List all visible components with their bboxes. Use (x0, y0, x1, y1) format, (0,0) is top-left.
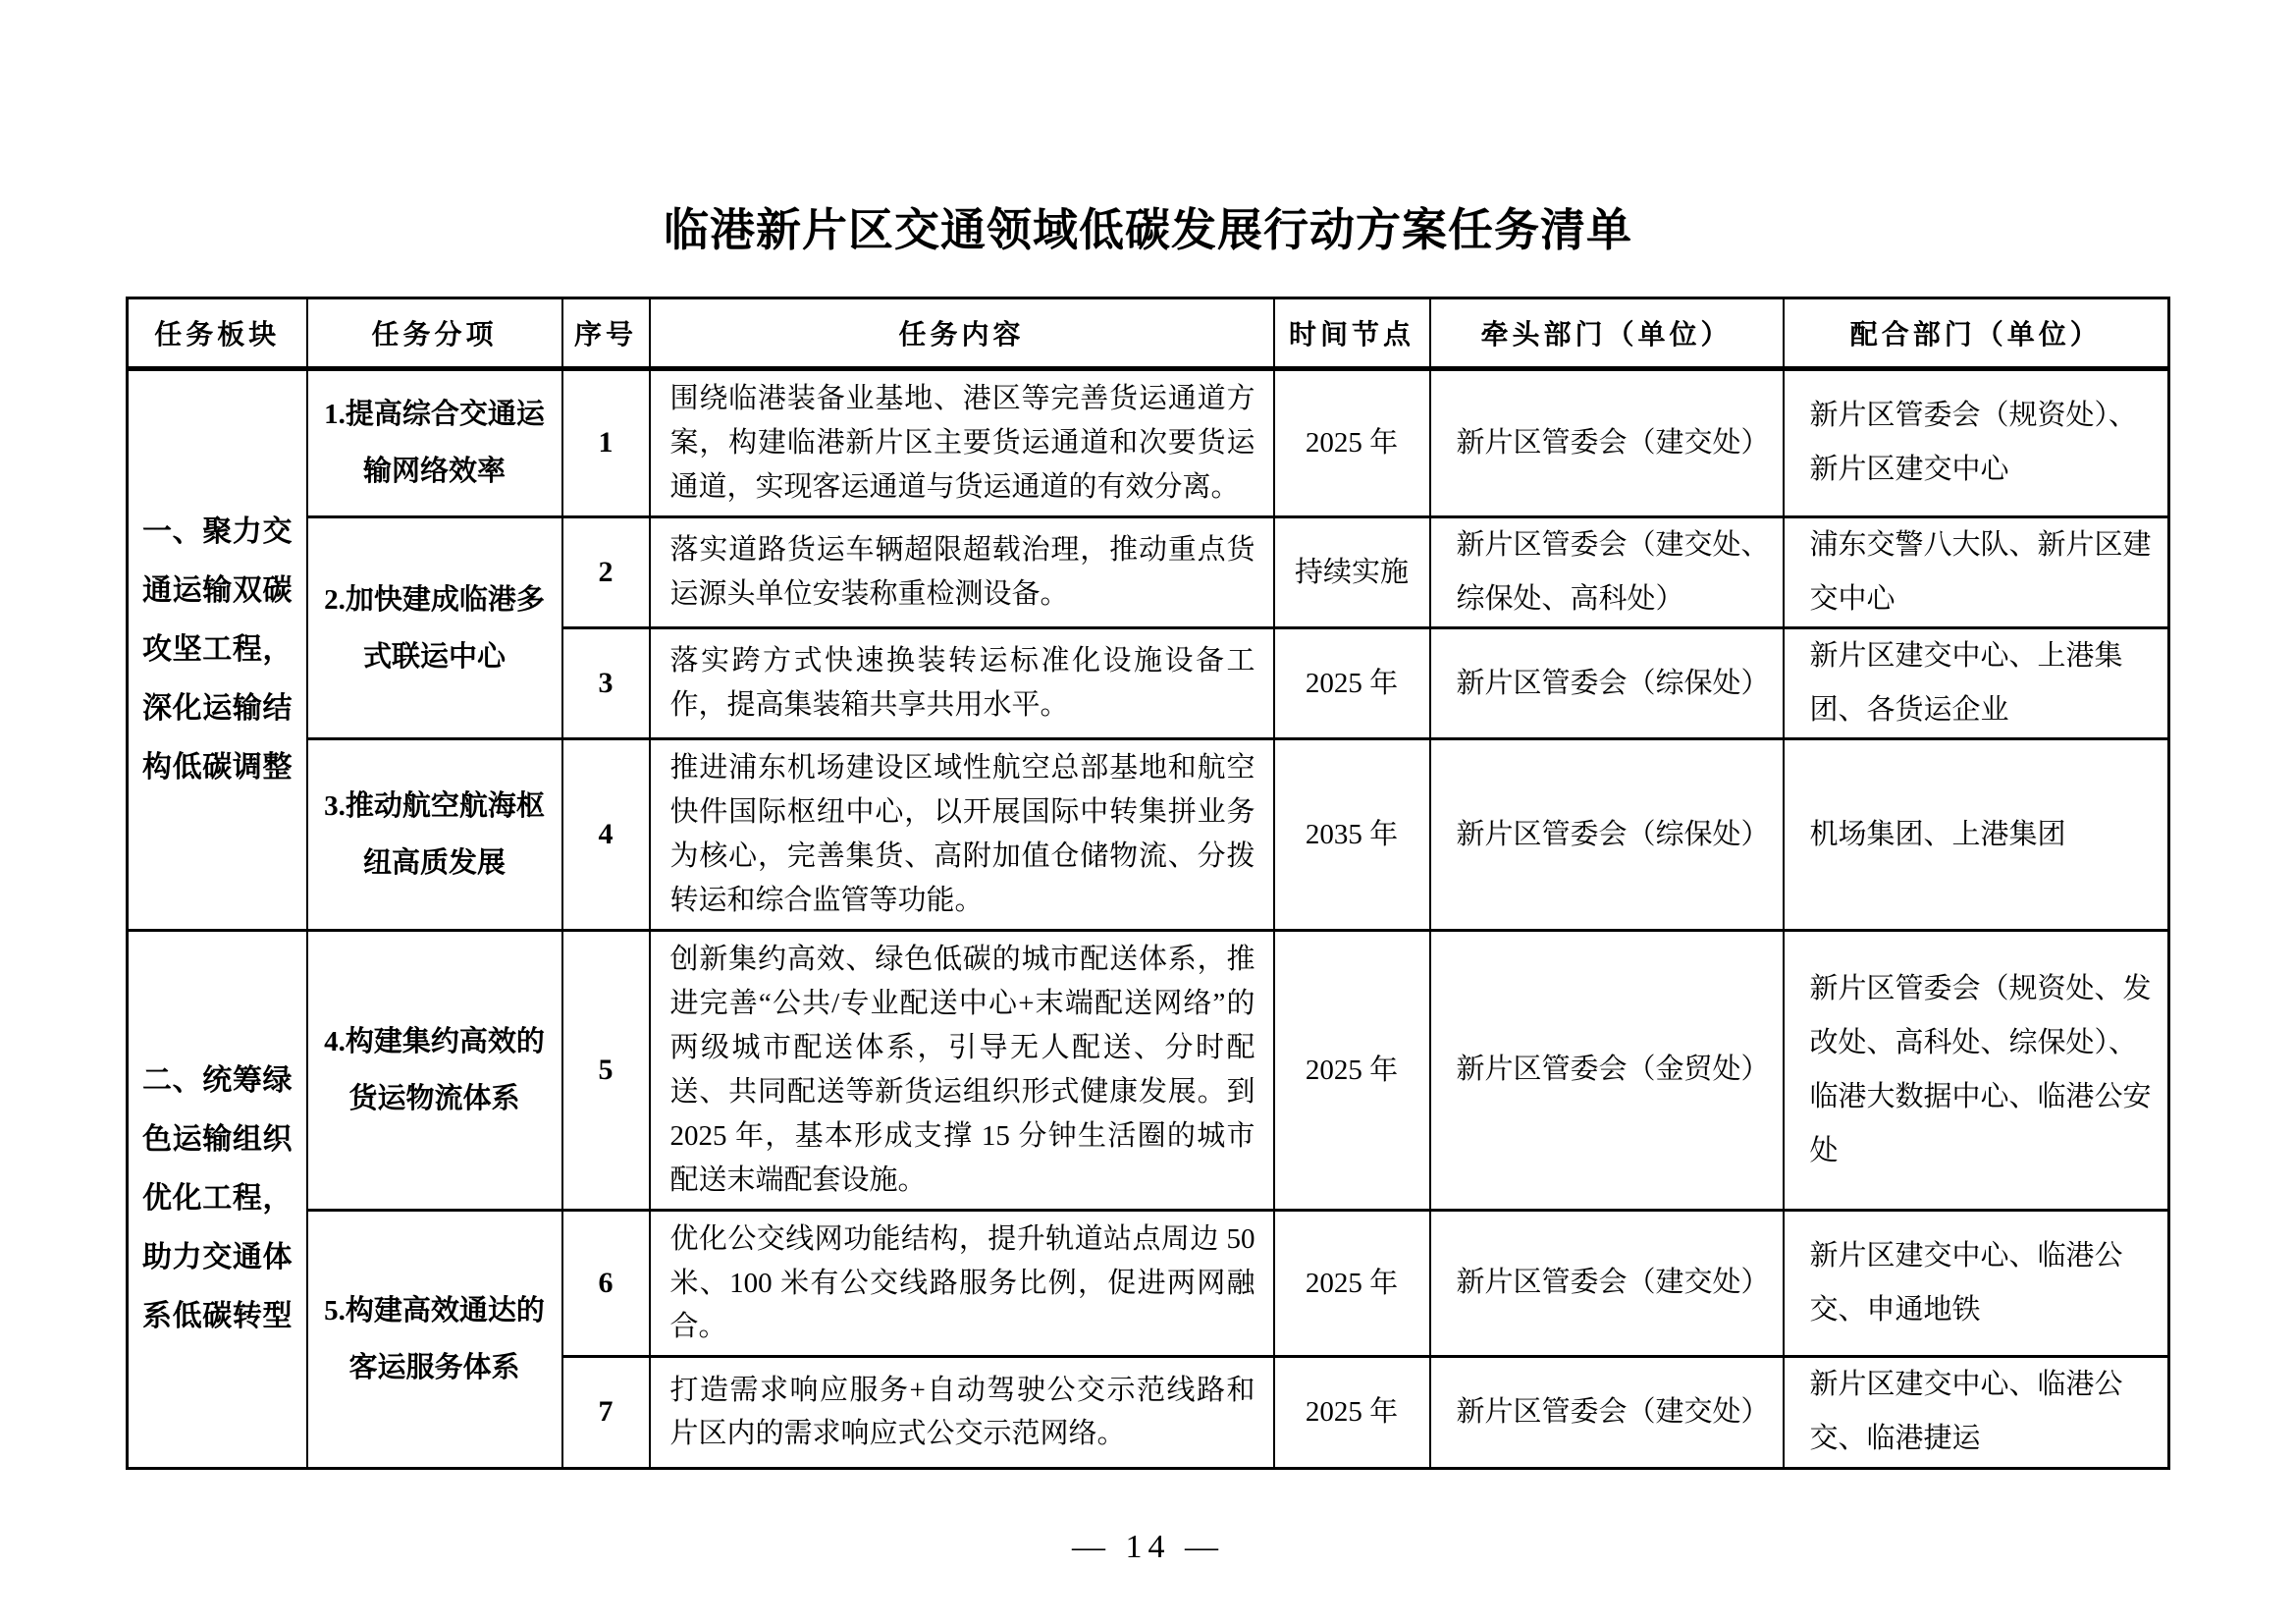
col-header-task-block: 任务板块 (128, 298, 307, 369)
lead-department-cell: 新片区管委会（建交处、综保处、高科处） (1430, 516, 1784, 627)
subitem-1-cell: 1.提高综合交通运输网络效率 (307, 369, 562, 517)
support-department-cell: 机场集团、上港集团 (1784, 739, 2169, 931)
time-node-cell: 2025 年 (1274, 930, 1430, 1210)
time-node-cell: 2025 年 (1274, 1210, 1430, 1357)
lead-department-cell: 新片区管委会（建交处） (1430, 1357, 1784, 1468)
time-node-cell: 持续实施 (1274, 516, 1430, 627)
serial-no-cell: 5 (562, 930, 650, 1210)
support-department-cell: 浦东交警八大队、新片区建交中心 (1784, 516, 2169, 627)
task-content-cell: 打造需求响应服务+自动驾驶公交示范线路和片区内的需求响应式公交示范网络。 (650, 1357, 1274, 1468)
table-header-row (128, 298, 2169, 369)
col-header-support-department: 配合部门（单位） (1784, 298, 2169, 369)
lead-department-cell: 新片区管委会（综保处） (1430, 628, 1784, 739)
serial-no-cell: 6 (562, 1210, 650, 1357)
col-header-lead-department: 牵头部门（单位） (1430, 298, 1784, 369)
serial-no-cell: 1 (562, 369, 650, 517)
page-title: 临港新片区交通领域低碳发展行动方案任务清单 (664, 205, 1632, 255)
task-content-cell: 落实道路货运车辆超限超载治理，推动重点货运源头单位安装称重检测设备。 (650, 516, 1274, 627)
col-header-serial-no: 序号 (562, 298, 650, 369)
task-list-table (126, 297, 2170, 1470)
time-node-cell: 2035 年 (1274, 739, 1430, 931)
table-row-5 (128, 930, 2169, 1210)
serial-no-cell: 7 (562, 1357, 650, 1468)
task-block-1-cell: 一、聚力交通运输双碳攻坚工程，深化运输结构低碳调整 (128, 369, 307, 931)
col-header-task-subitem: 任务分项 (307, 298, 562, 369)
table-row-1 (128, 369, 2169, 517)
page-number: — 14 — (1072, 1528, 1224, 1565)
task-content-cell: 推进浦东机场建设区域性航空总部基地和航空快件国际枢纽中心，以开展国际中转集拼业务为核心，完善集货、高附加值仓储物流、分拨转运和综合监管等功能。 (650, 739, 1274, 931)
col-header-task-content: 任务内容 (650, 298, 1274, 369)
task-content-cell: 围绕临港装备业基地、港区等完善货运通道方案，构建临港新片区主要货运通道和次要货运通道，实现客运通道与货运通道的有效分离。 (650, 369, 1274, 517)
lead-department-cell: 新片区管委会（综保处） (1430, 739, 1784, 931)
support-department-cell: 新片区建交中心、上港集团、各货运企业 (1784, 628, 2169, 739)
lead-department-cell: 新片区管委会（建交处） (1430, 369, 1784, 517)
table-row-6 (128, 1210, 2169, 1357)
serial-no-cell: 3 (562, 628, 650, 739)
serial-no-cell: 4 (562, 739, 650, 931)
subitem-2-cell: 2.加快建成临港多式联运中心 (307, 516, 562, 738)
support-department-cell: 新片区建交中心、临港公交、申通地铁 (1784, 1210, 2169, 1357)
task-content-cell: 创新集约高效、绿色低碳的城市配送体系，推进完善“公共/专业配送中心+末端配送网络”的两级城市配送体系，引导无人配送、分时配送、共同配送等新货运组织形式健康发展。到 2025 年，基本形成支撑 15 分钟生活圈的城市配送末端配套设施。 (650, 930, 1274, 1210)
support-department-cell: 新片区管委会（规资处）、新片区建交中心 (1784, 369, 2169, 517)
subitem-4-cell: 4.构建集约高效的货运物流体系 (307, 930, 562, 1210)
col-header-time-node: 时间节点 (1274, 298, 1430, 369)
time-node-cell: 2025 年 (1274, 628, 1430, 739)
serial-no-cell: 2 (562, 516, 650, 627)
subitem-5-cell: 5.构建高效通达的客运服务体系 (307, 1210, 562, 1468)
task-content-cell: 落实跨方式快速换装转运标准化设施设备工作，提高集装箱共享共用水平。 (650, 628, 1274, 739)
time-node-cell: 2025 年 (1274, 1357, 1430, 1468)
time-node-cell: 2025 年 (1274, 369, 1430, 517)
support-department-cell: 新片区管委会（规资处、发改处、高科处、综保处）、临港大数据中心、临港公安处 (1784, 930, 2169, 1210)
task-block-2-cell: 二、统筹绿色运输组织优化工程，助力交通体系低碳转型 (128, 930, 307, 1468)
support-department-cell: 新片区建交中心、临港公交、临港捷运 (1784, 1357, 2169, 1468)
lead-department-cell: 新片区管委会（建交处） (1430, 1210, 1784, 1357)
task-content-cell: 优化公交线网功能结构，提升轨道站点周边 50 米、100 米有公交线路服务比例，促进两网融合。 (650, 1210, 1274, 1357)
table-row-2 (128, 516, 2169, 627)
subitem-3-cell: 3.推动航空航海枢纽高质发展 (307, 739, 562, 931)
table-row-4 (128, 739, 2169, 931)
lead-department-cell: 新片区管委会（金贸处） (1430, 930, 1784, 1210)
